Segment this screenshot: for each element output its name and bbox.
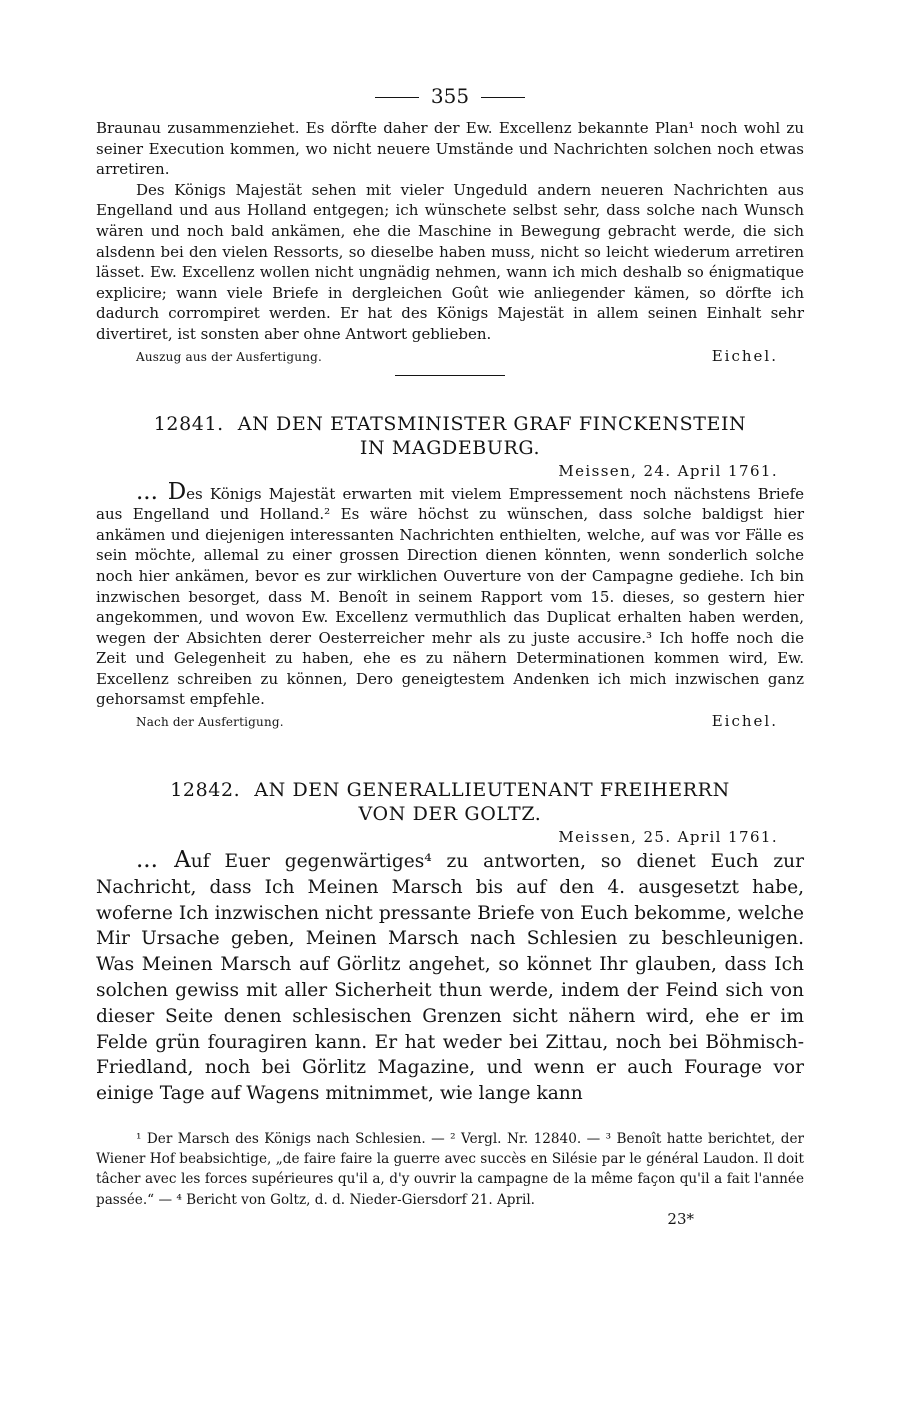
signature: Eichel. [711,346,778,365]
header-rule-right [481,97,525,98]
closing-row [96,347,804,365]
page-header [96,84,804,108]
letter-text: es Königs Majestät erwarten mit vielem Empressement noch nächstens Briefe aus Engelland und Holland.² Es wäre höchst zu wünschen, dass solche baldigst hier ankämen und diejenigen interessanten Nachrichten enthielten, welche, auf was vor Fälle es sein möchte, allemal zu einer grossen Direction dienen könnten, wenn sonderlich solche noch hier ankämen, bevor es zur wirklichen Ouverture von der Campagne gediehe. Ich bin inzwischen besorget, dass M. Benoît in seinem Rapport vom 15. dieses, so gestern hier angekommen, und wovon Ew. Excellenz vermuthlich das Duplicat erhalten haben werden, wegen der Absichten derer Oesterreicher mehr als zu juste accusire.³ Ich hoffe noch die Zeit und Gelegenheit zu haben, ehe es zu nähern Determinationen kommen wird, Ew. Excellenz schreiben zu können, Dero geneigtestem Andenken ich mich inzwischen ganz gehorsamst empfehle. [96,484,805,709]
printer-signature-mark: 23* [667,1209,694,1228]
previous-letter-continuation [96,118,804,365]
initial-letter: ... A [136,847,191,874]
continuation-paragraph: Des Königs Majestät sehen mit vieler Ungeduld andern neueren Nachrichten aus Engelland und aus Holland entgegen; ich wünschete selbst sehr, dass solche nach Wunsch wären und noch bald ankämen, ehe die Maschine in Bewegung gebracht werde, die sich alsdenn bei den vielen Ressorts, so dieselbe haben muss, nicht so leicht wiederum arretiren lässet. Ew. Excellenz wollen nicht ungnädig nehmen, wann ich mich deshalb so énigmatique explicire; wann viele Briefe in dergleichen Goût wie anliegender kämen, so dörfte ich dadurch corrompiret werden. Er hat des Königs Majestät in allem seinen Einhalt sehr divertiret, ist sonsten aber ohne Antwort geblieben. [96,180,804,343]
addressee-location: IN MAGDEBURG. [359,436,541,459]
source-note: Auszug aus der Ausfertigung. [136,349,323,364]
letter-heading [96,778,804,826]
footnote-text: ¹ Der Marsch des Königs nach Schlesien. — ² Vergl. Nr. 12840. — ³ Benoît hatte berichtet, der Wiener Hof beabsichtige, „de faire faire la guerre avec succès en Silésie par le général Laudon. Il doit tâcher avec les forces supérieures qu'il a, d'y ouvrir la campagne de la même façon qu'il a fait l'année passée.“ — ⁴ Bericht von Goltz, d. d. Nieder-Giersdorf 21. April. [96,1131,804,1208]
letter-heading [96,412,804,460]
letter-number: 12842. [170,779,241,802]
page-number: 355 [430,84,470,108]
initial-letter: ... D [136,478,187,505]
header-rule-left [375,97,419,98]
source-note: Nach der Ausfertigung. [136,715,284,730]
letter-number: 12841. [153,412,224,435]
dateline: Meissen, 25. April 1761. [558,828,778,847]
addressee: AN DEN GENERALLIEUTENANT FREIHERRN [254,779,730,802]
continuation-paragraph: Braunau zusammenziehet. Es dörfte daher der Ew. Excellenz bekannte Plan¹ noch wohl zu seiner Execution kommen, wo nicht neuere Umstände und Nachrichten solchen noch etwas arretiren. [96,119,804,179]
letter-12841 [96,412,804,731]
letter-12842 [96,778,804,1107]
closing-row [96,712,804,730]
addressee: AN DEN ETATSMINISTER GRAF FINCKENSTEIN [237,412,747,435]
page [96,84,804,1228]
addressee-name: VON DER GOLTZ. [358,803,542,826]
letter-body [96,478,805,711]
dateline: Meissen, 24. April 1761. [558,461,778,480]
letter-text: uf Euer gegenwärtiges⁴ zu antworten, so dienet Euch zur Nachricht, dass Ich Meinen Marsch bis auf den 4. ausgesetzt habe, woferne Ich inzwischen nicht pressante Briefe von Euch bekomme, welche Mir Ursache geben, Meinen Marsch nach Schlesien zu beschleunigen. Was Meinen Marsch auf Görlitz angehet, so könnet Ihr glauben, dass Ich solchen gewiss mit aller Sicherheit thun werde, indem der Feind sich von dieser Seite denen schlesischen Grenzen sicht nähern wird, ehe er im Felde grün fouragiren kann. Er hat weder bei Zittau, noch bei Böhmisch-Friedland, noch bei Görlitz Magazine, und wenn er auch Fourage vor einige Tage auf Wagens mitnimmet, wie lange kann [96,851,804,1105]
footnotes [96,1129,804,1210]
section-divider [395,375,505,376]
signature: Eichel. [711,712,778,731]
letter-body [96,848,804,1107]
